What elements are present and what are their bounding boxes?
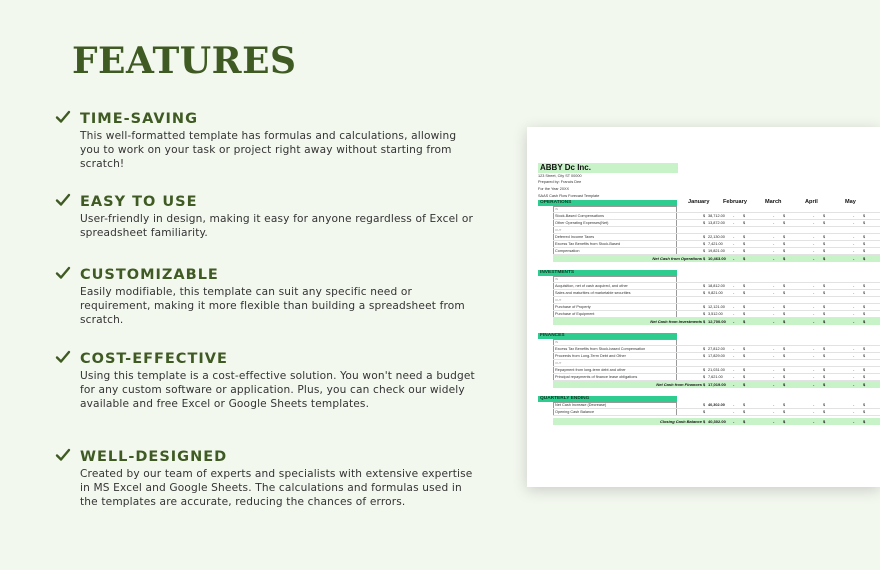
feature-description: User-friendly in design, making it easy for anyone regardless of Excel or spreadsheet familiarity. [80, 213, 473, 239]
period: For the Year 20XX [538, 187, 570, 191]
currency-symbol: $ [703, 305, 706, 309]
empty-value: - [813, 368, 815, 372]
empty-value: - [813, 284, 815, 288]
currency-symbol: $ [743, 305, 746, 309]
table-row [553, 353, 880, 360]
empty-value: - [773, 368, 775, 372]
currency-symbol: $ [703, 291, 706, 295]
empty-value: - [853, 312, 855, 316]
january-amount: 40,302.00 [708, 403, 725, 407]
empty-value: - [853, 214, 855, 218]
section-finances: FINANCES [538, 333, 677, 339]
row-label: Proceeds from Long-Term Debt and Other [555, 354, 626, 358]
feature-cost-effective [55, 350, 475, 411]
table-row [553, 276, 880, 283]
currency-symbol: $ [743, 375, 746, 379]
currency-symbol: $ [783, 284, 786, 288]
empty-value: - [733, 235, 735, 239]
row-label: Deferred Income Taxes [555, 235, 595, 239]
currency-symbol: $ [823, 319, 826, 324]
currency-symbol: $ [783, 347, 786, 351]
empty-value: - [733, 403, 735, 407]
table-row [553, 220, 880, 227]
check-icon [55, 192, 71, 208]
empty-value: - [733, 214, 735, 218]
empty-value: - [733, 242, 735, 246]
empty-value: - [853, 305, 855, 309]
empty-value: - [813, 305, 815, 309]
row-label: Compensation [555, 249, 580, 253]
currency-symbol: $ [703, 284, 706, 288]
currency-symbol: $ [743, 284, 746, 288]
currency-symbol: $ [743, 235, 746, 239]
table-row [553, 206, 880, 213]
month-header: January [688, 199, 710, 205]
currency-symbol: $ [703, 354, 706, 358]
empty-value: - [853, 249, 855, 253]
table-row [553, 290, 880, 297]
empty-value: - [733, 375, 735, 379]
empty-value: - [813, 221, 815, 225]
currency-symbol: $ [823, 214, 826, 218]
currency-symbol: $ [703, 256, 706, 261]
row-label: Net Cash from Operations [652, 256, 702, 261]
january-amount: 12,700.00 [708, 319, 726, 324]
currency-symbol: $ [823, 235, 826, 239]
empty-value: - [813, 291, 815, 295]
month-header: March [765, 199, 782, 205]
month-header: May [845, 199, 856, 205]
empty-value: - [773, 291, 775, 295]
table-row [553, 248, 880, 255]
empty-value: - [773, 221, 775, 225]
row-label: Excess Tax Benefits from Stock-Based [555, 242, 621, 246]
empty-value: - [733, 410, 735, 414]
currency-symbol: $ [823, 354, 826, 358]
currency-symbol: $ [743, 403, 746, 407]
table-row [553, 346, 880, 353]
table-row [553, 283, 880, 290]
empty-value: - [853, 382, 855, 387]
currency-symbol: $ [703, 419, 706, 424]
empty-value: - [853, 221, 855, 225]
total-row [553, 418, 880, 425]
currency-symbol: $ [783, 368, 786, 372]
empty-value: - [813, 419, 815, 424]
empty-value: - [733, 305, 735, 309]
currency-symbol: $ [703, 221, 706, 225]
empty-value: - [733, 368, 735, 372]
table-row [553, 402, 880, 409]
section-quarterly-ending: QUARTERLY ENDING [538, 396, 677, 402]
currency-symbol: $ [823, 312, 826, 316]
month-header: February [723, 199, 747, 205]
currency-symbol: $ [863, 256, 866, 261]
currency-symbol: $ [823, 382, 826, 387]
row-group-label: OUT [555, 361, 562, 365]
currency-symbol: $ [823, 410, 826, 414]
january-amount: 18,812.00 [708, 284, 725, 288]
empty-value: - [853, 291, 855, 295]
feature-heading: TIME-SAVING [80, 111, 198, 127]
currency-symbol: $ [863, 368, 866, 372]
currency-symbol: $ [743, 214, 746, 218]
check-icon [55, 109, 71, 125]
currency-symbol: $ [863, 375, 866, 379]
currency-symbol: $ [823, 221, 826, 225]
total-row [553, 318, 880, 325]
currency-symbol: $ [743, 291, 746, 295]
currency-symbol: $ [783, 375, 786, 379]
empty-value: - [773, 256, 775, 261]
january-amount: 7,621.00 [708, 375, 723, 379]
currency-symbol: $ [743, 319, 746, 324]
row-group-label: IN [555, 277, 558, 281]
currency-symbol: $ [863, 221, 866, 225]
currency-symbol: $ [743, 368, 746, 372]
row-label: Repayment from long-term debt and other [555, 368, 626, 372]
empty-value: - [773, 375, 775, 379]
row-label: Excess Tax Benefits from Stock-based Compensation [555, 347, 646, 351]
january-amount: 7,421.00 [708, 242, 723, 246]
currency-symbol: $ [783, 312, 786, 316]
empty-value: - [733, 347, 735, 351]
empty-value: - [733, 249, 735, 253]
currency-symbol: $ [823, 249, 826, 253]
currency-symbol: $ [823, 419, 826, 424]
feature-description: This well-formatted template has formulas and calculations, allowing you to work on your task or project right away without starting from scratch! [80, 130, 457, 170]
january-amount: 21,031.00 [708, 368, 725, 372]
currency-symbol: $ [703, 375, 706, 379]
empty-value: - [853, 319, 855, 324]
currency-symbol: $ [863, 249, 866, 253]
table-row [553, 374, 880, 381]
january-amount: 17,019.00 [708, 382, 726, 387]
january-amount: 17,829.00 [708, 354, 725, 358]
currency-symbol: $ [863, 214, 866, 218]
feature-heading: EASY TO USE [80, 194, 198, 210]
empty-value: - [813, 214, 815, 218]
row-label: Opening Cash Balance [555, 410, 595, 414]
currency-symbol: $ [823, 403, 826, 407]
empty-value: - [853, 410, 855, 414]
empty-value: - [853, 347, 855, 351]
empty-value: - [733, 382, 735, 387]
empty-value: - [813, 319, 815, 324]
feature-time-saving [55, 110, 475, 171]
check-icon [55, 349, 71, 365]
january-amount: 38,712.00 [708, 214, 725, 218]
currency-symbol: $ [743, 382, 746, 387]
table-row [553, 339, 880, 346]
currency-symbol: $ [863, 319, 866, 324]
table-row [553, 241, 880, 248]
template-name: SAAS Cash Flow Forecast Template [538, 194, 600, 198]
total-row [553, 381, 880, 388]
row-label: Stock-Based Compensations [555, 214, 604, 218]
empty-value: - [853, 419, 855, 424]
currency-symbol: $ [783, 214, 786, 218]
empty-value: - [773, 354, 775, 358]
feature-description: Created by our team of experts and specialists with extensive expertise in MS Excel and Google Sheets. The calculations and formulas used in the templates are accurate, reducing the chances of errors. [80, 468, 473, 508]
currency-symbol: $ [703, 403, 706, 407]
currency-symbol: $ [863, 305, 866, 309]
empty-value: - [733, 319, 735, 324]
row-label: Net Cash from Investments [650, 319, 702, 324]
currency-symbol: $ [863, 419, 866, 424]
empty-value: - [733, 221, 735, 225]
currency-symbol: $ [783, 291, 786, 295]
spreadsheet-preview [527, 127, 880, 487]
currency-symbol: $ [743, 312, 746, 316]
currency-symbol: $ [783, 410, 786, 414]
feature-easy-to-use [55, 193, 475, 241]
currency-symbol: $ [823, 368, 826, 372]
currency-symbol: $ [783, 319, 786, 324]
table-row [553, 409, 880, 416]
empty-value: - [773, 403, 775, 407]
empty-value: - [773, 419, 775, 424]
currency-symbol: $ [783, 256, 786, 261]
empty-value: - [733, 256, 735, 261]
empty-value: - [773, 249, 775, 253]
page-title: FEATURES [72, 40, 297, 82]
currency-symbol: $ [783, 403, 786, 407]
currency-symbol: $ [743, 347, 746, 351]
total-row [553, 255, 880, 262]
currency-symbol: $ [863, 354, 866, 358]
january-amount: 12,121.00 [708, 305, 725, 309]
currency-symbol: $ [863, 284, 866, 288]
currency-symbol: $ [783, 419, 786, 424]
currency-symbol: $ [783, 382, 786, 387]
currency-symbol: $ [743, 419, 746, 424]
feature-customizable [55, 266, 475, 327]
empty-value: - [773, 214, 775, 218]
empty-value: - [733, 354, 735, 358]
feature-description: Using this template is a cost-effective solution. You won't need a budget for any custom software or application. Plus, you can check our widely available and free Excel or Google Sheets templates. [80, 370, 475, 410]
row-group-label: IN [555, 340, 558, 344]
row-label: Purchase of Property [555, 305, 591, 309]
currency-symbol: $ [783, 354, 786, 358]
table-row [553, 213, 880, 220]
currency-symbol: $ [863, 347, 866, 351]
empty-value: - [853, 284, 855, 288]
january-amount: 27,812.00 [708, 347, 725, 351]
company-address: 123 Street, City ST 00000 [538, 174, 582, 178]
empty-value: - [853, 403, 855, 407]
feature-heading: CUSTOMIZABLE [80, 267, 219, 283]
row-label: Net Cash Increase (Decrease) [555, 403, 607, 407]
row-label: Other Operating Expenses(Net) [555, 221, 609, 225]
january-amount: 3,512.00 [708, 312, 723, 316]
feature-description: Easily modifiable, this template can suit any specific need or requirement, making it more flexible than building a spreadsheet from scratch. [80, 286, 465, 326]
currency-symbol: $ [703, 242, 706, 246]
empty-value: - [733, 291, 735, 295]
month-header: April [805, 199, 818, 205]
empty-value: - [813, 242, 815, 246]
empty-value: - [853, 242, 855, 246]
currency-symbol: $ [743, 242, 746, 246]
row-label: Sales and maturities of marketable securities [555, 291, 631, 295]
empty-value: - [853, 256, 855, 261]
currency-symbol: $ [863, 235, 866, 239]
empty-value: - [813, 375, 815, 379]
currency-symbol: $ [823, 291, 826, 295]
company-name: ABBY Dc Inc. [538, 163, 678, 173]
table-row [553, 360, 880, 367]
row-label: Acquisition, net of cash acquired, and other [555, 284, 628, 288]
currency-symbol: $ [703, 319, 706, 324]
currency-symbol: $ [823, 375, 826, 379]
currency-symbol: $ [823, 305, 826, 309]
in-label: IN [555, 207, 558, 211]
currency-symbol: $ [823, 284, 826, 288]
currency-symbol: $ [743, 249, 746, 253]
january-amount: 9,821.00 [708, 291, 723, 295]
empty-value: - [733, 419, 735, 424]
currency-symbol: $ [863, 291, 866, 295]
feature-well-designed [55, 448, 475, 509]
january-amount: 19,821.00 [708, 249, 725, 253]
currency-symbol: $ [863, 242, 866, 246]
empty-value: - [813, 403, 815, 407]
out-label: OUT [555, 228, 562, 232]
january-amount: 13,872.00 [708, 221, 725, 225]
check-icon [55, 265, 71, 281]
empty-value: - [773, 319, 775, 324]
empty-value: - [853, 375, 855, 379]
table-row [553, 297, 880, 304]
table-row [553, 367, 880, 374]
empty-value: - [853, 368, 855, 372]
currency-symbol: $ [703, 382, 706, 387]
january-amount: 22,130.00 [708, 235, 725, 239]
currency-symbol: $ [863, 382, 866, 387]
currency-symbol: $ [743, 354, 746, 358]
row-label: Closing Cash Balance [659, 419, 702, 424]
empty-value: - [773, 410, 775, 414]
currency-symbol: $ [703, 235, 706, 239]
empty-value: - [733, 312, 735, 316]
feature-heading: WELL-DESIGNED [80, 449, 228, 465]
section-investments: INVESTMENTS [538, 270, 677, 276]
prepared-by: Prepared by: Francis Dee [538, 180, 582, 184]
check-icon [55, 447, 71, 463]
currency-symbol: $ [783, 242, 786, 246]
currency-symbol: $ [823, 347, 826, 351]
currency-symbol: $ [783, 305, 786, 309]
table-row [553, 311, 880, 318]
currency-symbol: $ [863, 410, 866, 414]
currency-symbol: $ [703, 368, 706, 372]
currency-symbol: $ [703, 249, 706, 253]
currency-symbol: $ [863, 312, 866, 316]
empty-value: - [813, 354, 815, 358]
feature-heading: COST-EFFECTIVE [80, 351, 228, 367]
empty-value: - [813, 249, 815, 253]
currency-symbol: $ [783, 235, 786, 239]
empty-value: - [773, 347, 775, 351]
currency-symbol: $ [743, 410, 746, 414]
row-label: Principal repayments of finance lease obligations [555, 375, 638, 379]
currency-symbol: $ [823, 256, 826, 261]
january-amount: 40,302.00 [708, 419, 726, 424]
section-operations: OPERATIONS [538, 200, 677, 206]
table-row [553, 227, 880, 234]
empty-value: - [813, 235, 815, 239]
empty-value: - [733, 284, 735, 288]
empty-value: - [773, 382, 775, 387]
currency-symbol: $ [783, 221, 786, 225]
table-row [553, 304, 880, 311]
currency-symbol: $ [703, 410, 706, 414]
empty-value: - [813, 382, 815, 387]
empty-value: - [773, 242, 775, 246]
empty-value: - [773, 284, 775, 288]
currency-symbol: $ [863, 403, 866, 407]
currency-symbol: $ [703, 312, 706, 316]
empty-value: - [773, 305, 775, 309]
row-label: Net Cash from Finances [656, 382, 702, 387]
table-row [553, 234, 880, 241]
currency-symbol: $ [743, 221, 746, 225]
january-amount: 10,463.00 [708, 256, 726, 261]
empty-value: - [853, 235, 855, 239]
row-group-label: OUT [555, 298, 562, 302]
empty-value: - [813, 347, 815, 351]
currency-symbol: $ [703, 214, 706, 218]
empty-value: - [813, 312, 815, 316]
empty-value: - [853, 354, 855, 358]
row-label: Purchase of Equipment [555, 312, 595, 316]
empty-value: - [813, 410, 815, 414]
currency-symbol: $ [743, 256, 746, 261]
currency-symbol: $ [823, 242, 826, 246]
currency-symbol: $ [703, 347, 706, 351]
empty-value: - [773, 312, 775, 316]
currency-symbol: $ [783, 249, 786, 253]
empty-value: - [773, 235, 775, 239]
empty-value: - [813, 256, 815, 261]
